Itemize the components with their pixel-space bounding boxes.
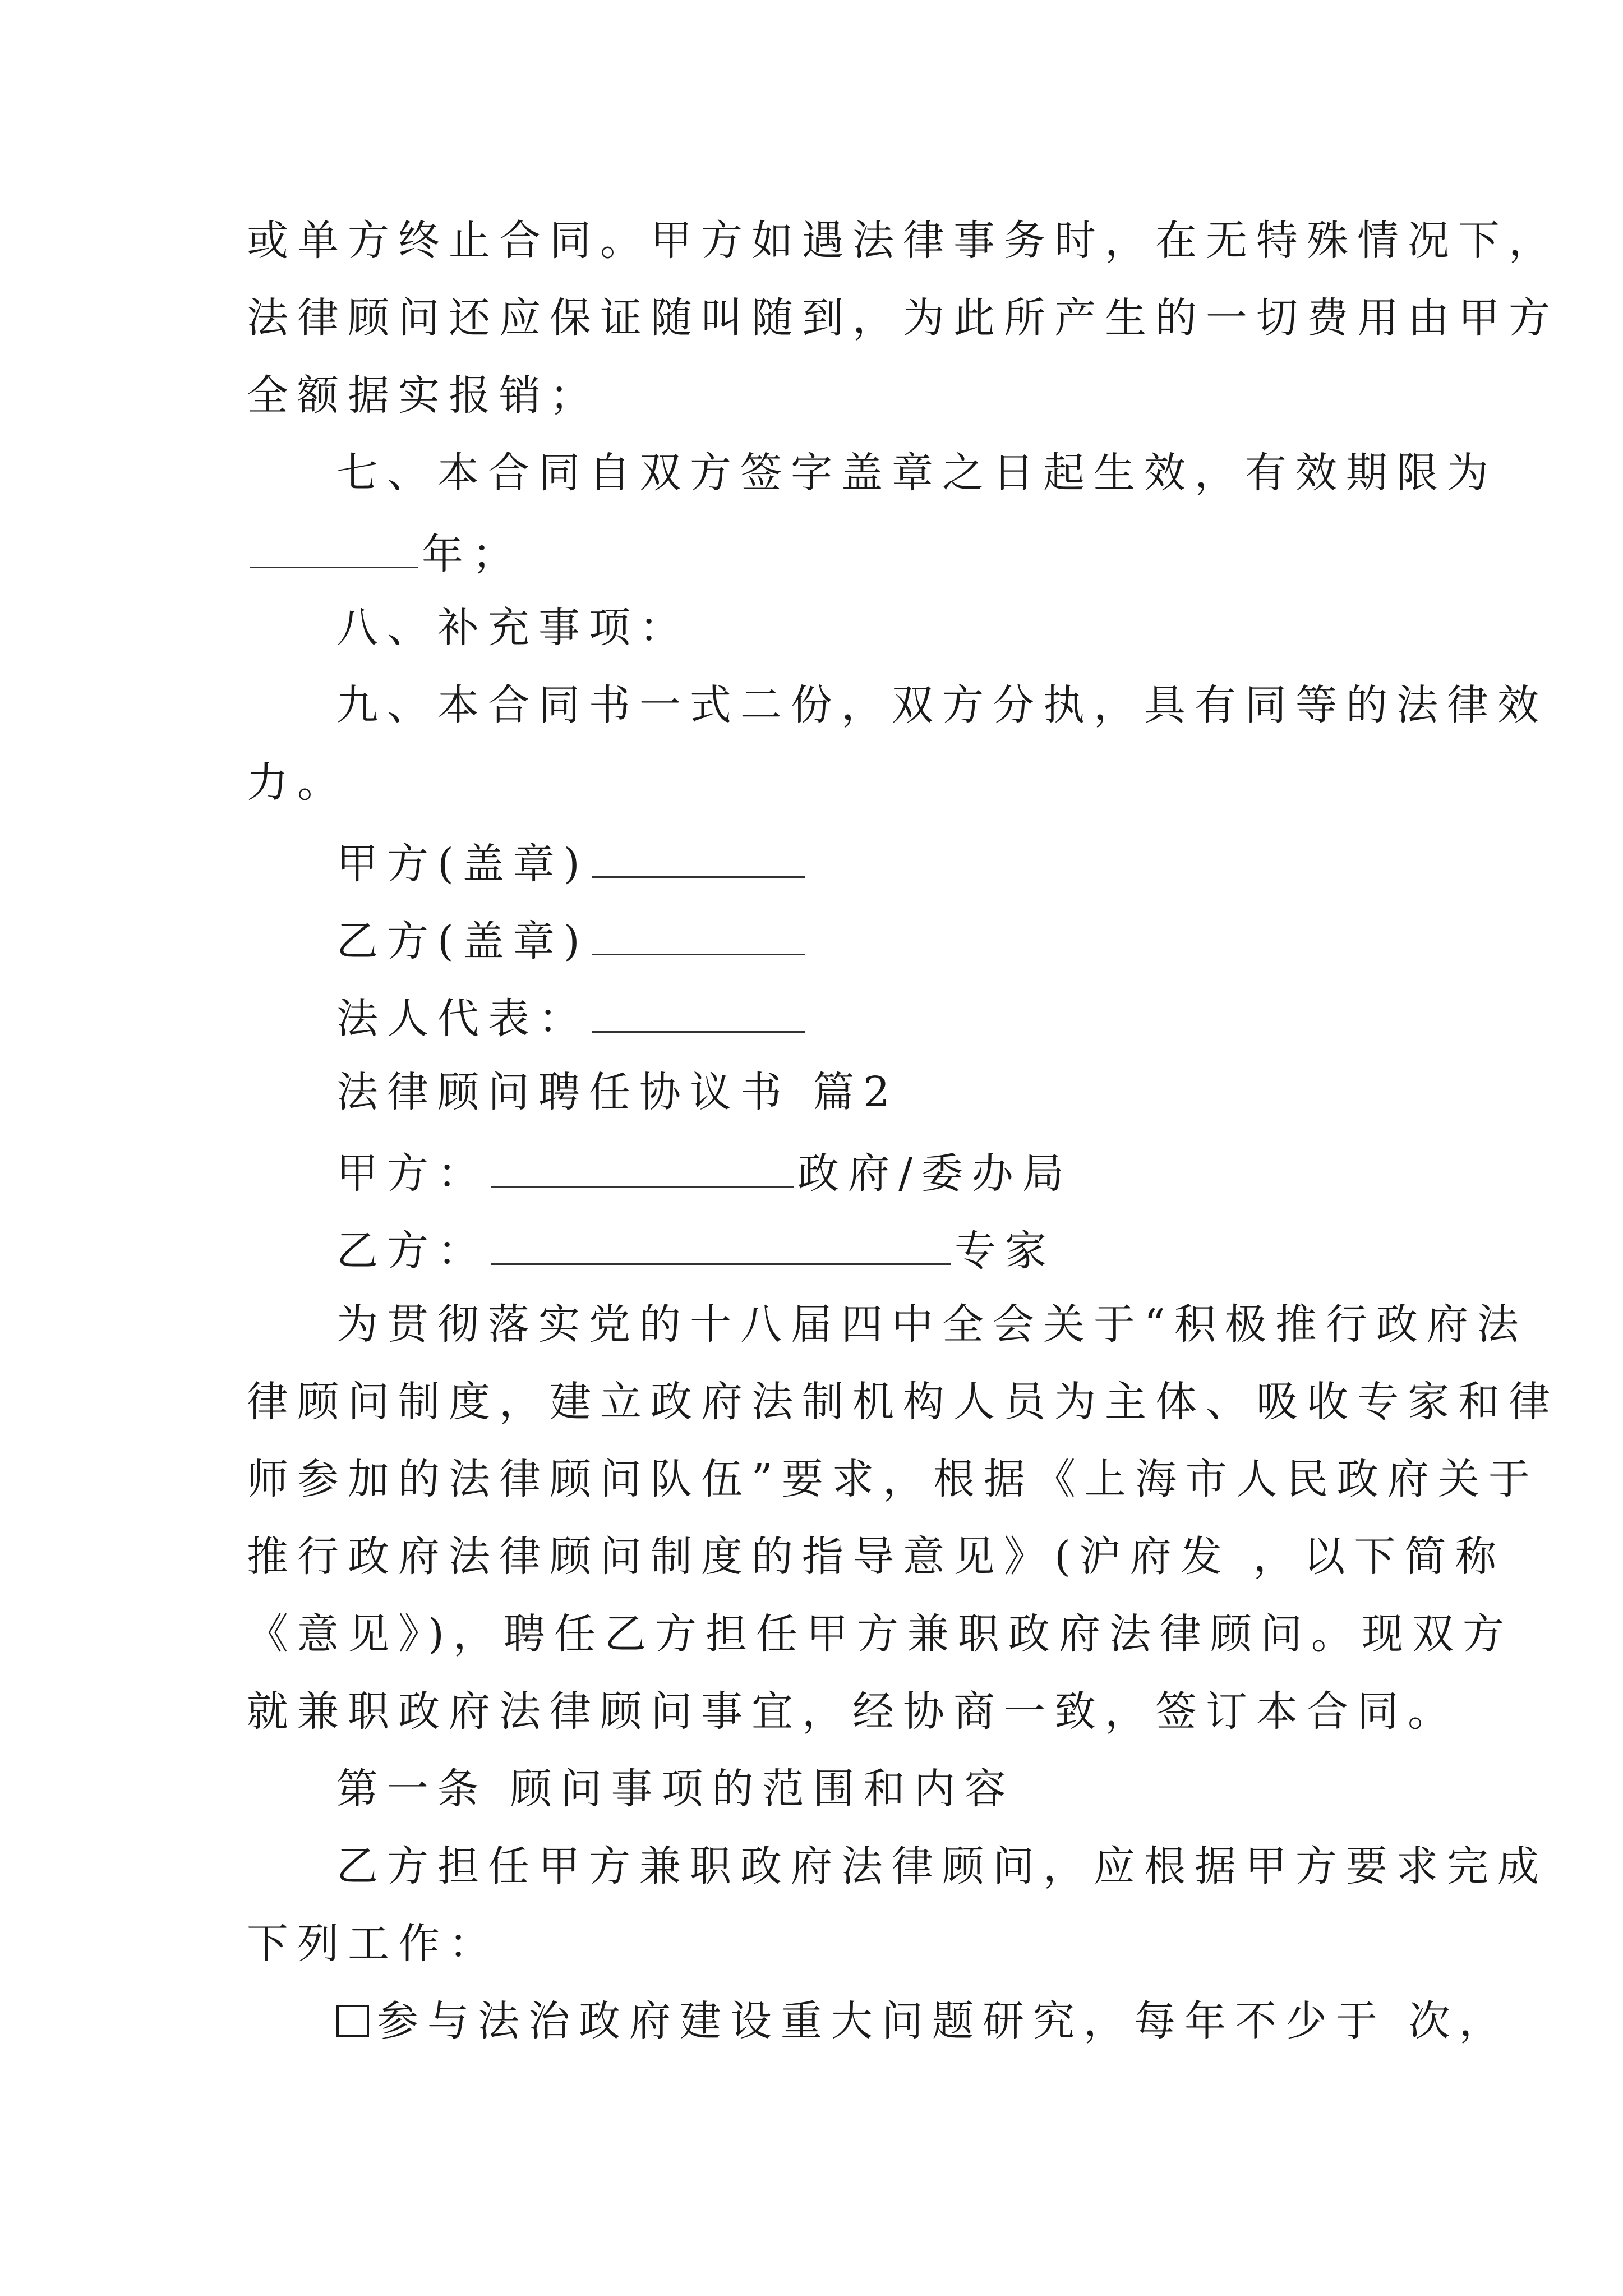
signature-line — [336, 994, 1492, 1043]
text-segment: 政府/委办局 — [797, 1149, 1073, 1198]
party-line — [336, 1149, 1492, 1198]
signature-line — [336, 917, 1492, 965]
text-line: 全额据实报销； — [247, 371, 600, 420]
party-line — [336, 1226, 1492, 1275]
text-segment: 参与法治政府建设重大问题研究，每年不少于 次， — [377, 1997, 1510, 2045]
text-line: 或单方终止合同。甲方如遇法律事务时，在无特殊情况下， — [247, 217, 1559, 265]
text-line: 律顾问制度，建立政府法制机构人员为主体、吸收专家和律 — [247, 1378, 1559, 1426]
validity-line — [247, 530, 1402, 578]
text-segment: 乙方： — [336, 1227, 488, 1275]
section-title: 法律顾问聘任协议书 篇2 — [336, 1068, 899, 1116]
blank-field — [592, 839, 805, 878]
text-line: 《意见》)，聘任乙方担任甲方兼职政府法律顾问。现双方 — [247, 1610, 1513, 1658]
text-segment: 乙方(盖章) — [336, 917, 589, 965]
text-line: 七、本合同自双方签字盖章之日起生效，有效期限为 — [336, 449, 1497, 497]
text-line: 下列工作： — [247, 1920, 499, 1968]
text-segment: 年； — [422, 530, 523, 578]
text-line: 乙方担任甲方兼职政府法律顾问，应根据甲方要求完成 — [336, 1842, 1548, 1890]
text-line: 八、补充事项： — [336, 604, 690, 652]
text-line: 为贯彻落实党的十八届四中全会关于“积极推行政府法 — [336, 1300, 1528, 1349]
checkbox-icon — [336, 2005, 369, 2037]
text-segment: 法人代表： — [336, 995, 589, 1043]
text-line: 九、本合同书一式二份，双方分执，具有同等的法律效 — [336, 681, 1548, 729]
text-segment: 专家 — [955, 1227, 1055, 1275]
blank-field — [491, 1226, 951, 1265]
text-segment: 甲方(盖章) — [336, 840, 589, 888]
blank-field — [491, 1149, 794, 1188]
text-segment: 甲方： — [336, 1149, 488, 1198]
article-heading: 第一条 顾问事项的范围和内容 — [336, 1765, 1015, 1813]
text-line: 力。 — [247, 758, 348, 807]
blank-field — [592, 917, 805, 955]
signature-line — [336, 839, 1492, 888]
checklist-line — [336, 1997, 1510, 2045]
text-line: 就兼职政府法律顾问事宜，经协商一致，签订本合同。 — [247, 1687, 1458, 1736]
blank-field — [592, 994, 805, 1033]
text-line: 推行政府法律顾问制度的指导意见》(沪府发 ，以下简称 — [247, 1533, 1506, 1581]
blank-field — [250, 530, 418, 568]
text-line: 师参加的法律顾问队伍”要求，根据《上海市人民政府关于 — [247, 1455, 1539, 1503]
text-line: 法律顾问还应保证随叫随到，为此所产生的一切费用由甲方 — [247, 294, 1559, 342]
